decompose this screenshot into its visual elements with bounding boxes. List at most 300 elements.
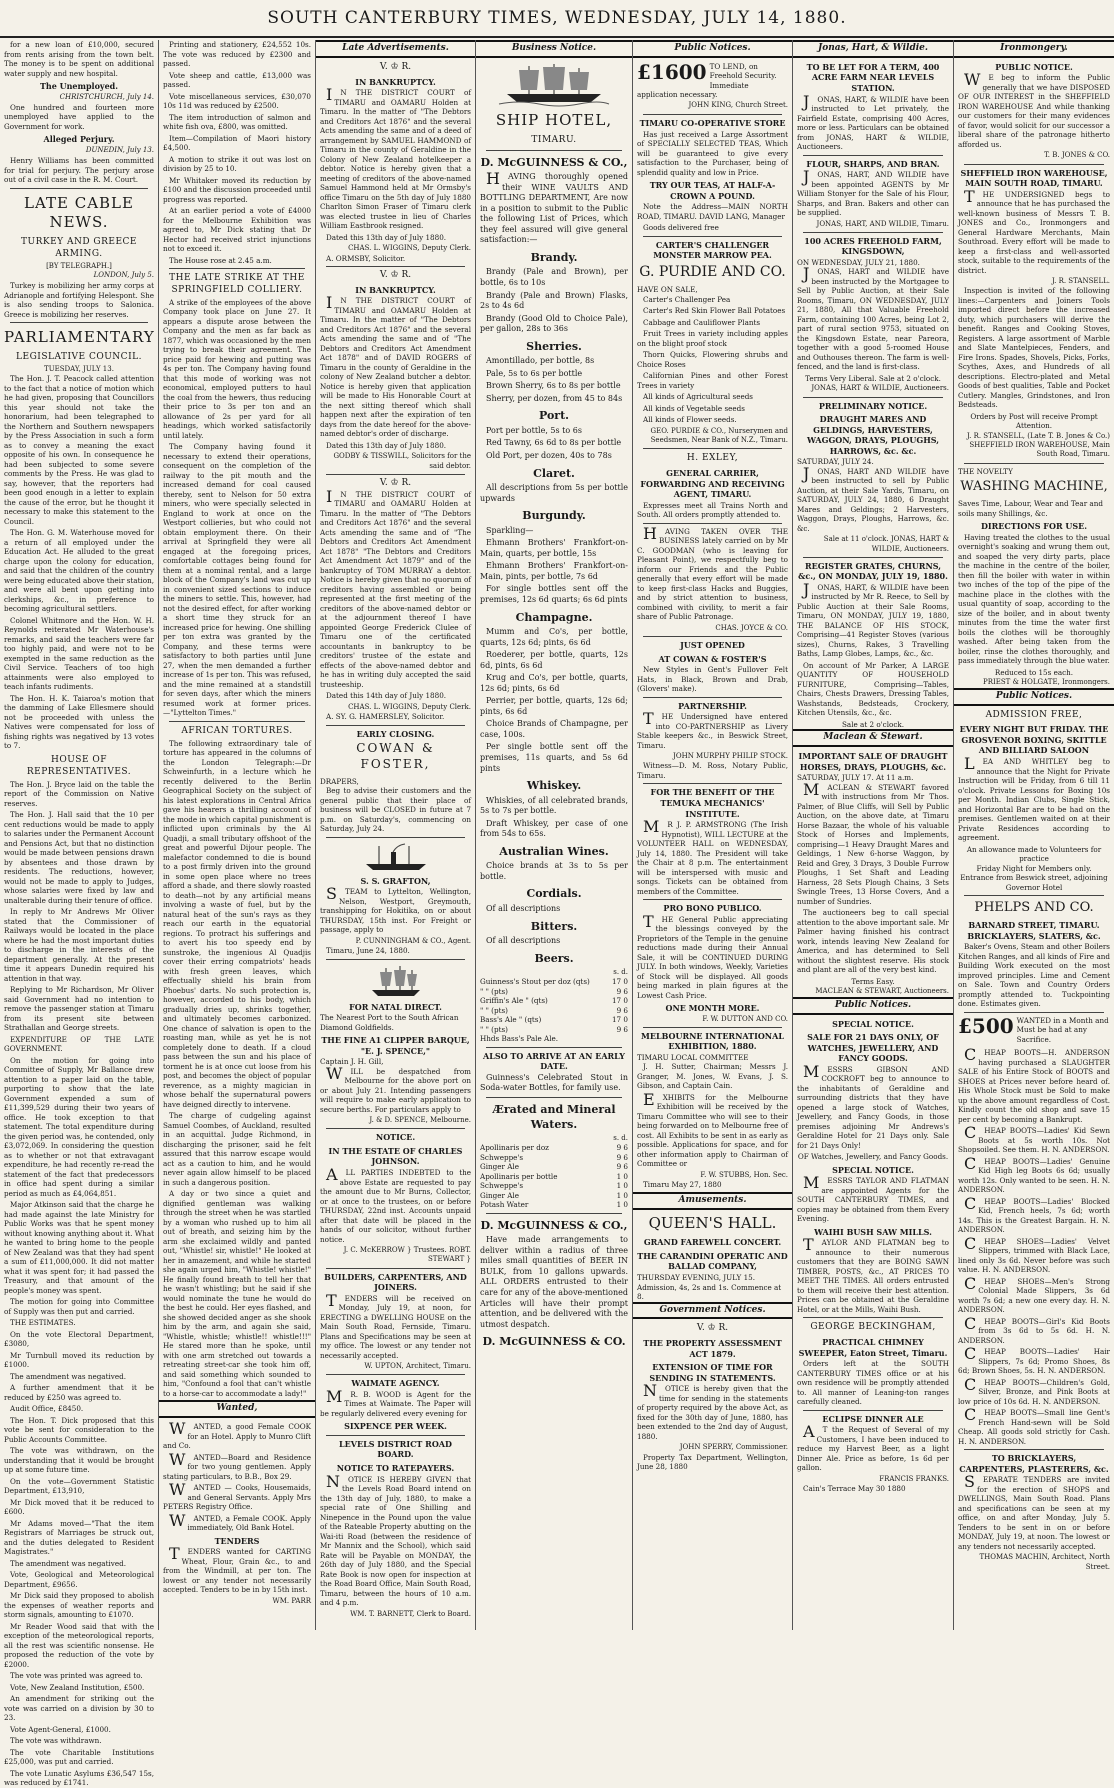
divider <box>326 1374 465 1375</box>
phelps-sub: BARNARD STREET, TIMARU. BRICKLAYERS, SLATERS, &c. <box>967 920 1101 941</box>
divider <box>803 155 943 156</box>
price-line: Of all descriptions <box>486 903 561 913</box>
price-line: Per single bottle sent off the premises, 11s quarts, and 5s 6d pints <box>480 742 628 773</box>
wanted-ad: WANTED, a good Female COOK for an Hotel. Apply to Munro Clift and Co. <box>163 1419 311 1450</box>
house-paragraph: The vote Charitable Institutions £25,000, was put and carried. <box>4 1747 154 1767</box>
gibson-text: MESSRS GIBSON AND COCKROFT beg to announce to the inhabitants of Geraldine and surrounding districts that they have opened a large stock of Watches, Jewellery, and Fancy Goods, in those premises adjoining Mr Andrews's Geraldine Hotel for 21 Days only. Sale for 21 Days Only! <box>797 1061 949 1150</box>
house-paragraph: Mr Dick said they proposed to abolish the expenses of weather reports and storm signals, amounting to £1070. <box>4 1591 154 1620</box>
divider <box>486 1213 622 1214</box>
eclipse-place: Cain's Terrace May 30 1880 <box>803 1484 906 1494</box>
price-line: Ehmann Brothers' Frankfort-on-Main, quarts, per bottle, 15s <box>480 538 628 558</box>
phelps-name: PHELPS AND CO. <box>974 900 1094 916</box>
phelps-text: Baker's Ovens, Steam and other Boilers Kitchen Ranges, and all kinds of Fire and Building Work executed on the most improved principles. Lime and Cement on Sale. Town and Country Orders promptly attended to. Tuckpointing done. Estimates given. <box>958 942 1110 1009</box>
divider <box>326 837 465 838</box>
divider <box>964 895 1104 896</box>
wanted-amount: £500 <box>958 1013 1014 1038</box>
lea-entrance: Entrance from Beswick street, adjoining Governor Hotel <box>960 873 1108 892</box>
public-notice-heading: PUBLIC NOTICE. <box>995 61 1073 72</box>
price-item-name: Hhds Bass's Pale Ale. <box>480 1034 559 1044</box>
cable-news-heading: LATE CABLE NEWS. <box>24 193 134 232</box>
natal-ship: THE FINE A1 CLIPPER BARQUE, "E. J. SPENCE," <box>321 1035 470 1056</box>
mcguinness-sig: D. McGUINNESS & CO. <box>482 1335 626 1349</box>
price-line: Krug and Co's, per bottle, quarts, 12s 6d; pints, 6s 6d <box>480 673 628 693</box>
purdie-item: Cabbage and Cauliflower Plants <box>643 317 761 327</box>
benefit-text: MR J. P. ARMSTRONG (The Irish Hypnotist), WILL LECTURE at the VOLUNTEER HALL on WEDNESDAY, July 14, 1880. The President will take the Chair at 8 p.m. The entertainment will be interspersed with music and songs. Tickets can be obtained from members of the Committee. <box>637 817 788 896</box>
divider <box>803 1317 943 1318</box>
house-paragraph: In reply to Mr Andrews Mr Oliver stated that the Commissioner of Railways would be located in the place where he had the most important duties to discharge in the interests of the department generally. At the present time it appears Dunedin required his attention in that way. <box>4 907 154 983</box>
sheffield-sig: J. R. STANSELL. <box>1051 277 1110 286</box>
maclean-text: MACLEAN & STEWART favored with instructions from Mr Thos. Palmer, of Blue Cliffs, will Sell by Public Auction, on the above date, at Timaru Horse Bazaar, the whole of his valuable Stock of Horses and Implements, comprising—1 Heavy Draught Mares and Geldings, 1 New 6-horse Waggon, by Reid and Grey, 3 Drays, 3 Double Furrow Ploughs, 1 Set Shaft and Leading Harness, 28 Sets Plough Chains, 3 Sets Swingle Trees, 13 Horse Covers, And a number of Sundries. <box>797 779 949 906</box>
price-line: All descriptions from 5s per bottle upwards <box>480 483 628 503</box>
house-paragraph: The motion for going into Committee of Supply was then put and carried. <box>4 1297 154 1316</box>
price-line: Whiskies, of all celebrated brands, 5s to 7s per bottle. <box>480 795 628 816</box>
divider <box>486 1097 622 1098</box>
acres-terms: Terms Very Liberal. Sale at 2 o'clock. <box>805 373 941 383</box>
loan-ad <box>637 59 788 110</box>
acres-sig: JONAS, HART & WILDIE, Auctioneers. <box>811 384 949 393</box>
beckingham-name: GEORGE BECKINGHAM, <box>810 1322 936 1333</box>
price-item-name: Ginger Ale <box>480 1190 519 1200</box>
price-line: Sparkling— <box>486 525 534 535</box>
price-item-value: 9 6 <box>616 1024 628 1034</box>
queens-hall-date: THURSDAY EVENING, JULY 15. <box>637 1273 756 1283</box>
waihi-heading: WAIHI BUSH SAW MILLS. <box>814 1226 932 1237</box>
divider <box>964 1449 1104 1450</box>
wanted-ad: WANTED — Cooks, Housemaids, and General Servants. Apply Mrs PETERS Registry Office. <box>163 1480 311 1511</box>
column-business-notice <box>476 40 633 1630</box>
amusements-banner: Amusements. <box>633 1192 792 1210</box>
house-paragraph: Major Atkinson said that the charge he had made against the late Ministry for Public Works was that he spent money without knowing anything about it. What he wanted to bring home to the people of New Zealand was that they had spent a sum of £11,000,000. It did not matter what it was spent for; it had passed the Treasury, and that amount of the people's money was spent. <box>4 1200 154 1295</box>
divider <box>803 557 943 558</box>
house-paragraph: The vote Lunatic Asylums £36,547 15s, was reduced by £1741. <box>4 1768 154 1788</box>
purdie-item: Californian Pines and other Forest Trees in variety <box>637 371 788 390</box>
bankruptcy-notice-3: IN THE DISTRICT COURT of TIMARU and OAMARU Holden at Timaru. In the matter of "The Debtors and Creditors Act 1876" and the several Acts amending the same and of "The Debtors and Creditors Act Amendment Act 1878" "The Debtors and Creditors Act Amendment Act 1879" and of the bankruptcy of TOM MURRAY a debtor. Notice is hereby given that no quorum of creditors having assembled or being represented at the first meeting of the creditors of the above-named debtor or at the adjournment thereof I have appointed George Frederick Clulee of Timaru one of the certificated accountants in bankruptcy to be creditors' trustee of the estate and effects of the above-named debtor and he has in writing duly accepted the said trusteeship. <box>320 486 471 689</box>
flour-heading: FLOUR, SHARPS, AND BRAN. <box>806 158 940 169</box>
orders-text: Orders by Post will receive Prompt Attention. <box>970 411 1098 431</box>
estimates-paragraph: At an earlier period a vote of £4000 for the Melbourne Exhibition was agreed to, Mr Dick stating that Dr Hector had received strict injunctions not to exceed it. <box>163 206 311 253</box>
price-item-name: Guinness's Stout per doz (qts) <box>480 977 590 987</box>
perjury-heading: Alleged Perjury. <box>43 134 115 145</box>
mcguinness-firm-2: D. McGUINNESS & CO., <box>480 1218 628 1232</box>
waimate-text: MR. B. WOOD is Agent for the Times at Waimate. The Paper will be regularly delivered every evening for <box>320 1386 471 1418</box>
divider <box>643 636 782 637</box>
perjury-text: Henry Williams has been committed for trial for perjury. The perjury arose out of a civil case in the R. M. Court. <box>4 156 154 185</box>
price-row <box>480 1143 628 1153</box>
price-line: Choice Brands of Champagne, per case, 100s. <box>480 719 628 739</box>
joyce-text: HAVING TAKEN OVER THE BUSINESS lately carried on by Mr C. GOODMAN (who is leaving for Pleasant Point), we respectfully beg to inform our Friends and the Public generally that every effort will be made to keep first-class Hacks and Buggies, and by strict attention to business, combined with civility, to merit a fair share of Public Patronage. <box>637 523 788 622</box>
exley-text: Expresses meet all Trains North and South. All orders promptly attended to. <box>637 500 788 520</box>
council-paragraph: The Hon. J. T. Peacock called attention to the fact that a notice of motion which he had given, proposing that Councillors this year should not take the honorarium, had been telegraphed to the Northern and Southern newspapers by the Press Association in such a form as to convey a meaning the exact opposite of his own. In consequence he had been subjected to some severe comments by the Press. He was glad to say, however, that the reporters had been good enough in a letter to explain the cause of the error, but he thought it necessary to make this statement to the Council. <box>4 374 154 526</box>
grates-text: JONAS, HART, & WILDIE have been instructed by Mr R. Reece, to Sell by Public Auction at their Sale Rooms, Timaru, ON MONDAY, JULY 19, 1880, THE BALANCE OF HIS STOCK, Comprising—41 Register Stoves (various sizes), Churns, Rakes, 3 Travelling Baths, Lamp Globes, Lamps, &c., &c. <box>797 579 949 659</box>
cable-text: Turkey is mobilizing her army corps at Adrianople and fortifying Helespont. She is also sending troops to Salonica. Greece is mobilizing her reserves. <box>4 281 154 319</box>
house-paragraph: The Hon. J. Bryce laid on the table the report of the Commission on Native reserves. <box>4 779 154 808</box>
house-paragraph: Mr Adams moved—"That the item Registrars of Marriages be struck out, and the duties delegated to Resident Magistrates." <box>4 1518 154 1557</box>
price-item-name: Schweppe's <box>480 1152 524 1162</box>
levels-text: NOTICE IS HEREBY GIVEN that the Levels Road Board intend on the 13th day of July, 1880, to make a special rate of One Shilling and Ninepence in the Pound upon the value of the Rateable Property abutting on the Wai-iti Road (between the residence of Mr Mannix and the School), which said Rate will be Payable on MONDAY, the 26th day of July 1880, and the Special Rate Book is now open for inspection at the Road Board Office, Main South Road, Timaru, between the hours of 10 a.m. and 4 p.m. <box>320 1471 471 1608</box>
coop-text: Has just received a Large Assortment of SPECIALLY SELECTED TEAS, Which will be guaranteed to give every satisfaction to the Purchaser, being of splendid quality and low in Price. <box>637 129 788 177</box>
tenders-heading: TENDERS <box>214 1535 260 1546</box>
reduced-price: Reduced to 15s each. <box>994 667 1074 677</box>
price-row <box>480 977 628 987</box>
purdie-name: G. PURDIE AND CO. <box>639 263 786 280</box>
house-paragraph: EXPENDITURE OF THE LATE GOVERNMENT. <box>4 1034 154 1054</box>
price-row <box>480 1181 628 1191</box>
lease-text: JONAS, HART, & WILDIE have been instructed to Let privately, the Fairfield Estate, comprising 400 Acres, more or less. Particulars can be obtained from JONAS, HART & WILDIE, Auctioneers. <box>797 91 949 152</box>
exhibition-members: J. H. Sutter, Chairman; Messrs J. Granger, M. Jones, W. Evans, J. S. Gibson, and Captain Cain. <box>637 1062 788 1091</box>
estate-text: ALL PARTIES INDEBTED to the above Estate are requested to pay the amount due to Mr Burns, Collector, or at once to the trustees, on or before THURSDAY, 22nd inst. Accounts unpaid after that date will be placed in the hands of our solicitor, without further notice. <box>320 1165 471 1244</box>
price-row <box>480 1172 628 1182</box>
estimates-paragraph: Vote miscellaneous services, £30,070 10s 11d was reduced by £2500. <box>163 91 311 110</box>
divider <box>964 1012 1104 1013</box>
grafton-text: STEAM to Lyttelton, Wellington, Nelson, Westport, Greymouth, transhipping for Hokitika, on or about THURSDAY, 15th inst. For Freight or passage, apply to <box>320 884 471 935</box>
price-row <box>480 987 628 997</box>
grafton-sig: P. CUNNINGHAM & CO., Agent. <box>355 936 471 945</box>
early-closing-heading: EARLY CLOSING. <box>356 728 435 739</box>
unemployed-text: One hundred and fourteen more unemployed have applied to the Government for work. <box>4 102 154 131</box>
bricklayers-text: SEPARATE TENDERS are invited for the erection of SHOPS and DWELLINGS, Main South Road. Plans and specifications can be seen at my office, on and after Monday, July 5. Tenders to be sent in on or before MONDAY, July 19, at noon. The lowest or any tenders not necessarily accepted. <box>958 1472 1110 1551</box>
price-item-name: Schweppe's <box>480 1181 524 1191</box>
price-item-value: 1 0 <box>616 1171 628 1181</box>
price-item-name: Ginger Ale <box>480 1162 519 1172</box>
house-paragraph: Vote Agent-General, £1000. <box>10 1724 111 1734</box>
estimates-paragraph: Mr Whitaker moved its reduction by £100 and the discussion proceeded until progress was reported. <box>163 175 311 204</box>
waimate-heading: WAIMATE AGENCY. <box>351 1378 440 1389</box>
strike-paragraph: A strike of the employees of the above Company took place on June 27. It appears a dispute arose between the Company and the men as far back as 1877, which was occasioned by the men trying to break their agreement. The price paid for hewing and putting was 4s per ton. The Company having found that this mode of working was not economical, employed putters to haul the coal from the hewers, thus reducing their price to 3s per ton and an allowance of 2s per yard for all headings, which worked satisfactorily until lately. <box>163 297 311 440</box>
estimates-paragraph: Vote sheep and cattle, £13,000 was passed. <box>163 70 311 89</box>
natal-captain: Captain J. H. Gill, <box>320 1057 384 1067</box>
natal-sig: J. & D. SPENCE, Melbourne. <box>369 1116 471 1125</box>
aerated-heading: Ærated and Mineral Waters. <box>492 1103 616 1131</box>
estate-sig: J. C. McKERROW } Trustees. ROBT. STEWART } <box>343 1246 471 1264</box>
beers-price-list <box>480 977 628 1044</box>
column-ironmongery <box>954 40 1114 1630</box>
strike-paragraph: The Company having found it necessary to extend their operations, consequent on the completion of the railway to the pit mouth and the increased demand for coal caused thereby, sent to Nelson for 50 extra miners, who were specially selected in England to work at once on the Westport collieries, but who could not obtain employment there. On their arrival at Springfield they were all engaged at the foregoing prices, comfortable cottages being found for them at a nominal rental, and a large block of the Company's land was cut up in convenient sized sections to induce the miners to settle. This, however, had not the desired effect, for after working a short time they struck for an increased price for hewing. One shilling per ton extra was granted by the Company, and these terms were satisfactory to both parties until June 27, when the men demanded a further increase of 1s per ton. This was refused, and the mine remained at a standstill for seven days, after which the miners resumed work at former prices.—"Lyttelton Times." <box>163 442 311 718</box>
price-item-name: " " (pts) <box>480 1024 508 1034</box>
bankruptcy-heading: IN BANKRUPTCY. <box>355 76 436 87</box>
african-tortures-heading: AFRICAN TORTURES. <box>181 725 293 736</box>
ironmongery-banner: Ironmongery. <box>954 40 1114 58</box>
opened-text: New Styles in Gent's Fullover Felt Hats, in Black, Brown and Drab, (Glovers' make). <box>637 665 788 694</box>
cheap-boots-ad: CHEAP BOOTS—Small line Gent's French Hand-sewn will be Sold Cheap. All goods sold strictly for Cash. H. N. ANDERSON. <box>958 1405 1110 1446</box>
divider <box>326 959 465 960</box>
column-auctioneers <box>793 40 954 1630</box>
bankruptcy-3-solicitor: A. SY. G. HAMERSLEY, Solicitor. <box>326 712 445 722</box>
novelty-heading: THE NOVELTY <box>958 466 1013 476</box>
price-line: Brandy (Good Old to Choice Pale), per gallon, 28s to 36s <box>480 313 628 334</box>
house-paragraph: On the vote—Government Statistic Department, £13,910, <box>4 1476 154 1496</box>
bono-sub: ONE MONTH MORE. <box>665 1003 760 1014</box>
divider <box>10 322 148 323</box>
partnership-sig: JOHN MURPHY PHILIP STOCK. <box>673 752 788 761</box>
divider <box>10 188 148 189</box>
house-paragraph: An amendment for striking out the vote was carried on a division by 30 to 23. <box>4 1694 154 1723</box>
price-section-heading: Bitters. <box>530 919 578 933</box>
bankruptcy-3-date: Dated this 14th day of July 1880. <box>326 691 447 701</box>
price-section-heading: Brandy. <box>530 250 578 264</box>
maclean-sig: MACLEAN & STEWART, Auctioneers. <box>815 987 949 996</box>
prelim-text: JONAS, HART AND WILDIE have been instructed to sell by Public Auction, at their Sale Yards, Timaru, on SATURDAY, JULY 24, 1880, 6 Draught Mares and Geldings; 2 Harvesters, Waggon, Drays, Ploughs, Harrows, &c. &c. <box>797 463 949 533</box>
lease-heading: TO BE LET FOR A TERM, 400 ACRE FARM NEAR LEVELS STATION. <box>806 61 940 93</box>
purdie-sig: GEO. PURDIE & CO., Nurserymen and Seedsmen, Near Bank of N.Z., Timaru. <box>650 426 788 445</box>
steamship-icon <box>361 842 431 872</box>
special-notice-sub: SALE FOR 21 DAYS ONLY, OF WATCHES, JEWELLERY, AND FANCY GOODS. <box>807 1032 939 1064</box>
masthead-rule <box>0 36 1114 38</box>
house-paragraph: On the motion for going into Committee of Supply, Mr Ballance drew attention to a paper laid on the table, purporting to show that the late Government expended a sum of £11,399,529 during their two years of office. He took exception to that statement. The total expenditure during the given period was, he contended, only £3,072,069. In considering the question as to whether or not that extravagant expenditure, he had recently re-read the statement of the fact that predecessors in office had spent during a similar period as much as £4,064,851. <box>4 1055 154 1198</box>
builders-text: TENDERS will be received on Monday, July 19, at noon, for ERECTING a DWELLING HOUSE on the Main South Road, Fernside, Timaru. Plans and Specifications may be seen at my office. The lowest or any tender not necessarily accepted. <box>320 1290 471 1360</box>
house-paragraph: The Hon. T. Dick proposed that this vote be sent for consideration to the Public Accounts Committee. <box>4 1415 154 1444</box>
house-paragraph: Vote, New Zealand Institution, £500. <box>10 1682 145 1692</box>
price-line: Old Port, per dozen, 40s to 78s <box>486 451 612 460</box>
price-row <box>480 1191 628 1201</box>
price-row <box>480 996 628 1006</box>
price-line: Choice brands at 3s to 5s per bottle. <box>480 861 628 881</box>
public-notices-banner-2: Public Notices. <box>793 997 953 1015</box>
partnership-heading: PARTNERSHIP. <box>678 700 747 711</box>
royal-crest-icon: V. ♔ R. <box>379 477 412 488</box>
price-item-value: 9 6 <box>616 1143 628 1153</box>
inspection-text: Inspection is invited of the following lines:—Carpenters and Joiners Tools imported direct before the increased duty, which purchasers will derive the benefit. Ranges and Cooking Stoves, Registers. A large assortment of Marble and Slate Mantelpieces, Fenders, and Fire Irons. Spades, Shovels, Picks, Forks, Scythes, Axes, and Hundreds of all descriptions. Electro-plated and Metal Goods of best qualities, Table and Pocket Cutlery. Mangles, Grindstones, and Iron Bedsteads. <box>958 286 1110 410</box>
exhibition-text: EXHIBITS for the Melbourne Exhibition will be received by the Timaru Committee who will see to their being forwarded on to Melbourne free of cost. All Exhibits to be sent in as early as possible. Applications for space, and for other information apply to Chairman of Committee or <box>637 1089 788 1169</box>
estimates-continued <box>163 40 311 265</box>
house-paragraph: The vote was withdrawn, on the understanding that it would be brought up at some future time. <box>4 1446 154 1475</box>
waimate-price: SIXPENCE PER WEEK. <box>344 1421 447 1432</box>
price-row <box>480 1200 628 1210</box>
bricklayers-sig: THOMAS MACHIN, Architect, North Street. <box>979 1553 1110 1571</box>
cowan-foster-sub: DRAPERS, <box>320 776 359 786</box>
lea-allowance: An allowance made to Volunteers for practice <box>966 844 1102 864</box>
purdie-item: All kinds of Flower seeds. <box>643 415 737 425</box>
price-line: Brandy (Pale and Brown), per bottle, 6s to 10s <box>480 267 628 287</box>
exley-sub: GENERAL CARRIER, FORWARDING AND RECEIVING AGENT, TIMARU. <box>640 468 785 500</box>
sailing-ship-icon <box>366 964 426 998</box>
newspaper-columns <box>0 40 1114 1788</box>
exley-name: H. EXLEY, <box>686 453 739 464</box>
price-line: Brown Sherry, 6s to 8s per bottle <box>486 381 621 391</box>
stansell-sig: J. R. STANSELL, (Late T. B. Jones & Co.) SHEFFIELD IRON WAREHOUSE, Main South Road, Timaru. <box>966 431 1110 459</box>
price-row <box>480 1025 628 1035</box>
parliamentary-heading: PARLIAMENTARY <box>4 328 155 347</box>
exhibition-date: Timaru May 27, 1880 <box>643 1180 722 1190</box>
strike-paragraphs <box>163 298 311 718</box>
price-section-heading: Australian Wines. <box>499 844 609 858</box>
house-paragraph: The vote was printed was agreed to. <box>10 1671 143 1681</box>
council-date: TUESDAY, JULY 13. <box>44 365 114 374</box>
maclean-note: The auctioneers beg to call special attention to the above important sale. Mr Palmer having finished his contract work, intends leaving New Zealand for America, and has determined to Sell without the slightest reserve. His stock and plant are all of the very best kind. <box>797 908 949 975</box>
house-paragraphs <box>4 780 154 1788</box>
price-section-heading: Claret. <box>533 466 575 480</box>
price-item-value: 17 0 <box>611 1015 628 1025</box>
price-item-name: Potash Water <box>480 1200 529 1210</box>
divider <box>326 1435 465 1436</box>
price-line: Mumm and Co's, per bottle, quarts, 12s 6d; pints, 6s 6d <box>480 627 628 647</box>
unemployed-dateline: CHRISTCHURCH, July 14. <box>59 92 154 101</box>
price-item-value: 9 6 <box>616 986 628 996</box>
opened-heading: JUST OPENED <box>680 640 745 651</box>
divider <box>326 474 465 475</box>
cheap-boots-ad: CHEAP SHOES—Men's Strong Colonial Made Slippers, 3s 6d worth 7s 6d; a new one every day. H. N. ANDERSON. <box>958 1273 1110 1315</box>
bankruptcy-heading: IN BANKRUPTCY. <box>355 284 436 295</box>
price-row <box>480 1006 628 1016</box>
admission-sub: EVERY NIGHT BUT FRIDAY. THE GROSVENOR BOXING, SKITTLE AND BILLIARD SALOON <box>959 724 1109 756</box>
tenders-signature: WM. PARR <box>272 1596 311 1605</box>
house-paragraph: On the vote Electoral Department, £3080, <box>4 1329 154 1349</box>
council-paragraph: Colonel Whitmore and the Hon. W. H. Reynolds reiterated Mr Waterhouse's remarks, and said the teachers were far too highly paid, and were not to be exempted in the same reduction as the Civil Service. Teachers of too high attainments were also employed to teach infants rudiments. <box>4 615 154 692</box>
bankruptcy-2-sig: GODBY & TISSWILL, Solicitors for the said debtor. <box>333 452 471 470</box>
assessment-sub: EXTENSION OF TIME FOR SENDING IN STATEMENTS. <box>649 1362 776 1383</box>
price-item-value: 17 0 <box>611 996 628 1006</box>
bricklayers-heading: TO BRICKLAYERS, CARPENTERS, PLASTERERS, &c. <box>959 1453 1109 1474</box>
flour-sig: JONAS, HART, AND WILDIE, Timaru. <box>816 219 949 228</box>
divider <box>643 1027 782 1028</box>
public-notice-sig: T. B. JONES & CO. <box>1044 151 1110 160</box>
column-news-2 <box>159 40 316 1630</box>
waihi-text: TAYLOR AND FLATMAN beg to announce to their numerous customers that they are BOING SAWN TIMBER, POSTS, &c., AT PRICES TO MEET THE TIMES. All orders entrusted to them will receive their best attention. Prices can be obtained at the Geraldine Hotel, or at the Mills, Waihi Bush. <box>797 1235 949 1314</box>
eclipse-heading: ECLIPSE DINNER ALE <box>822 1413 924 1424</box>
eclipse-sig: FRANCIS FRANKS. <box>879 1474 949 1483</box>
cheap-boots-ad: CHEAP BOOTS—Ladies' Kid Sewn Boots at 5s worth 10s. Not Shopsoiled. See them. H. N. ANDERSON. <box>958 1123 1110 1155</box>
lea-friday: Friday Night for Members only. <box>976 863 1092 873</box>
beers-heading: Beers. <box>534 951 574 965</box>
royal-crest-icon: V. ♔ R. <box>379 61 412 72</box>
sheffield-heading: SHEFFIELD IRON WAREHOUSE, MAIN SOUTH ROAD, TIMARU. <box>960 167 1108 189</box>
price-section-heading: Whiskey. <box>526 779 582 793</box>
column-late-ads <box>316 40 476 1630</box>
price-row <box>480 1034 628 1044</box>
directions-text: Having treated the clothes to the usual overnight's soaking and wrung them out, and soaped the very dirty parts, place the machine in the centre of the boiler, then fill the boiler with water in within two inches of the top of the pipe of the machine place in the clothes with the usual quantity of soap, according to the size of the boiler, and in about twenty minutes from the time the water first boils the clothes will be thoroughly washed. After being taken from the boiler, rinse the clothes thoroughly, and pass immediately through the blue water. <box>958 532 1110 666</box>
sailing-ship-icon <box>499 62 609 106</box>
column-public-notices <box>633 40 793 1630</box>
tenders-text: TENDERS wanted for CARTING Wheat, Flour, Grain &c., to and from the Windmill, at per ton. The lowest or any tender not necessarily accepted. Tenders to be in by 15th inst. <box>163 1544 311 1595</box>
purdie-item: All kinds of Agricultural seeds <box>643 392 753 402</box>
levels-sub: NOTICE TO RATEPAYERS. <box>336 1463 455 1474</box>
levels-sig: WM. T. BARNETT, Clerk to Board. <box>350 1609 471 1618</box>
ship-hotel-town: TIMARU. <box>531 134 577 145</box>
african-paragraph: The following extraordinary tale of torture has appeared in the columns of the London Telegraph:—Dr Schweinfurth, in a lecture which he recently delivered to the Berlin Geographical Society on the subject of his latest explorations in Central Africa gave his hearers a thrilling account of the mode in which capital punishment is inflicted upon criminals by the Al Quadji, a small tributary offshoot of the great and powerful Dijour people. The malefactor condemned to die is bound to a post firmly driven into the ground in some open place where no trees afford a shade, and there slowly roasted to death—not by any artificial means involving a waste of fuel, but by the natural heat of the sun's rays as they reach our earth in the equatorial regions. To protract his sufferings and to avert his too speedy end by sunstroke, the ingenious Al Quadjis cover their erring compatriots' heads with fresh green leaves, which effectually shield his brain from Phoebus' darts. No such protection is, however, accorded to his body, which gradually dries up, shrinks together, and ultimately becomes carbonized. One chance of salvation is open to the roasting man, while as yet he is not completely done to death. If a cloud pass between the sun and his place of torment he is at once cut loose from his post, and becomes the object of popular reverence, as a mighty magician in whose behalf the supernatural powers have deigned directly to intervene. <box>163 738 311 1109</box>
african-paragraph: A day or two since a quiet and dignified gentleman was walking through the street when he was startled by a woman who rushed up to him all out of breath, and seizing him by the arm she exclaimed wildly and panted out, "Whistle! sir, whistle!" He looked at her in amazement, and while he started she again urged him, "Whistle! whistle!" He finally found breath to tell her that he wasn't whistling; but he said if she would nominate the tune he would do the best he could. Her eyes flashed, and she showed decided anger as she shook him by the arm, and again she said, "Whistle, whistle; whistle!! whistle!!!" He stared more than he spoke, until with one arm stretched out towards a retreating street-car she took him off, and said something which sounded to him, "Confound a fool that can't whistle to a horse-car to accommodate a lady!" <box>163 1189 311 1398</box>
price-line: Sherry, per dozen, from 45 to 84s <box>486 393 623 403</box>
african-paragraphs <box>163 739 311 1399</box>
masthead <box>0 0 1114 36</box>
price-item-name: " " (pts) <box>480 1005 508 1015</box>
public-notices-banner: Public Notices. <box>633 40 792 58</box>
anderson-wanted-ad <box>958 1013 1110 1045</box>
mcguinness-intro: HAVING thoroughly opened their WINE VAULTS AND BOTTLING DEPARTMENT, Are now in a position to submit to the Public the following List of Prices, which they feel assured will give general satisfaction:— <box>480 169 628 245</box>
grates-sub: On account of Mr Parker, A LARGE QUANTITY OF HOUSEHOLD FURNITURE, Comprising—Tables, Chairs, Chests Drawers, Dressing Tables, Washstands, Bedsteads, Crockery, Kitchen Utensils, &c., &c. <box>797 660 949 718</box>
price-item-name: Apollinaris per doz <box>480 1143 549 1153</box>
estate-heading: NOTICE. <box>375 1132 416 1143</box>
estate-sub: IN THE ESTATE OF CHARLES JOHNSON. <box>328 1145 463 1167</box>
estimates-paragraph: Printing and stationery, £24,552 10s. The vote was reduced by £2300 and passed. <box>163 40 311 68</box>
price-section-heading: Burgundy. <box>522 509 586 523</box>
beers-unit: s. d. <box>613 968 628 977</box>
divider <box>803 397 943 398</box>
wine-price-list <box>480 251 628 947</box>
house-heading: HOUSE OF REPRESENTATIVES. <box>26 754 132 777</box>
purdie-sub: HAVE ON SALE, <box>637 285 698 295</box>
price-section-heading: Cordials. <box>526 887 582 901</box>
wanted-ad: WANTED, a Female COOK. Apply immediately, Old Bank Hotel. <box>169 1510 311 1532</box>
divider <box>643 899 782 900</box>
price-line: Brandy (Pale and Brown) Flasks, 2s to 4s 6d <box>480 290 628 311</box>
carter-heading: CARTER'S CHALLENGER MONSTER MARROW PEA. <box>653 239 772 261</box>
maclean-date: SATURDAY, JULY 17. At 11 a.m. <box>797 773 914 783</box>
bankruptcy-notice-1: IN THE DISTRICT COURT of TIMARU and OAMARU Holden at Timaru. In the matter of "The Debtors and Creditors Act 1876" and the several Acts amending the same and of a deed of arrangement by SAMUEL HAMMOND of Timaru in the county of Geraldine in the Colony of New Zealand hotelkeeper a debtor. Notice is hereby given that a meeting of creditors of the above-named Samuel Hammond held at Mr Ormsby's office Timaru on the 5th day of July 1880 Charlton Simon Fraser of Timaru clerk was elected trustee in lieu of Charles William Eastbrook resigned. <box>320 85 471 231</box>
queens-hall-sub: GRAND FAREWELL CONCERT. <box>643 1237 782 1248</box>
mcguinness-firm: D. McGUINNESS & CO., <box>480 155 628 169</box>
purdie-items <box>637 295 788 425</box>
bankruptcy-3-sig: CHAS. L. WIGGINS, Deputy Clerk. <box>348 702 471 711</box>
divider <box>964 164 1104 165</box>
purdie-item: All kinds of Vegetable seeds <box>643 403 745 413</box>
loan-amount: £1600 <box>637 59 707 84</box>
cheap-boots-ad: CHEAP BOOTS—Ladies' Genuine Kid High leg Boots 6s 6d; usually worth 12s. Only wanted to be seen. H. N. ANDERSON. <box>958 1153 1110 1195</box>
house-paragraph: The vote was withdrawn. <box>10 1736 102 1746</box>
natal-heading: FOR NATAL DIRECT. <box>349 1001 442 1012</box>
divider <box>643 236 782 237</box>
royal-crest-icon: V. ♔ R. <box>696 1323 729 1334</box>
price-line: Port per bottle, 5s to 6s <box>486 425 582 435</box>
bono-sig: F. W. DUTTON AND CO. <box>702 1014 788 1023</box>
wanted-banner: Wanted, <box>159 1400 315 1418</box>
prelim-sig: Sale at 11 o'clock. JONAS, HART & WILDIE, Auctioneers. <box>823 535 949 553</box>
natal-sub: The Nearest Port to the South African Diamond Goldfields. <box>320 1013 459 1032</box>
wanted-text: WANTED in a Month and Must be had at any Sacrifice. <box>1016 1015 1109 1044</box>
bankruptcy-1-date: Dated this 13th day of July 1880. <box>326 232 447 242</box>
price-line: Ehmann Brothers' Frankfort-on-Main, pints, per bottle, 7s 6d <box>480 561 628 581</box>
cable-subheading: TURKEY AND GREECE ARMING. <box>21 237 137 260</box>
price-item-value: 9 6 <box>616 1162 628 1172</box>
divider <box>643 783 782 784</box>
gibson-special: SPECIAL NOTICE. <box>832 1164 914 1175</box>
business-notice-banner: Business Notice. <box>476 40 632 58</box>
jonas-hart-wildie-banner: Jonas, Hart, & Wildie. <box>793 40 953 58</box>
holgate-sig: PRIEST & HOLGATE, Ironmongers. <box>983 678 1110 687</box>
assessment-heading: THE PROPERTY ASSESSMENT ACT 1879. <box>643 1338 782 1359</box>
price-item-name: " " (pts) <box>480 986 508 996</box>
divider <box>326 1268 465 1269</box>
maclean-terms: Terms Easy. <box>851 976 895 986</box>
price-section-heading: Sherries. <box>526 339 582 353</box>
divider <box>643 697 782 698</box>
price-item-value: 9 6 <box>616 1005 628 1015</box>
purdie-item: Carter's Red Skin Flower Ball Potatoes <box>643 306 786 316</box>
assessment-text: NOTICE is hereby given that the time for sending in the statements of property required by the above Act, as fixed for the 30th day of June, 1880, has been extended to the 2nd day of August, 1880. <box>637 1381 788 1441</box>
price-row <box>480 1162 628 1172</box>
builders-sig: W. UPTON, Architect, Timaru. <box>364 1362 471 1371</box>
mcguinness-closing: Have made arrangements to deliver within a radius of three miles small quantities of BEER IN BULK, from 10 gallons upwards. ALL ORDERS entrusted to their care for any of the above-mentioned Articles will have their prompt attention, and be delivered with the utmost despatch. <box>480 1235 628 1329</box>
price-row <box>480 1015 628 1025</box>
price-line: For single bottles sent off the premises, 12s 6d quarts; 6s 6d pints <box>480 584 628 604</box>
assessment-sig: JOHN SPERRY, Commissioner. <box>679 1443 788 1452</box>
house-paragraph: The amendment was negatived. <box>10 1558 126 1568</box>
grates-sig: Sale at 2 o'clock. <box>842 719 904 729</box>
divider <box>486 1047 622 1048</box>
prelim-date: SATURDAY, JULY 24. <box>797 457 874 467</box>
ship-hotel-name: SHIP HOTEL, <box>495 110 613 129</box>
bankruptcy-1-sig: CHAS. L. WIGGINS, Deputy Clerk. <box>348 244 471 253</box>
house-paragraph: Mr Dick moved that it be reduced to £600. <box>4 1497 154 1517</box>
estimates-paragraph: The House rose at 2.45 a.m. <box>169 255 272 265</box>
column-news-1 <box>0 40 159 1788</box>
council-heading: LEGISLATIVE COUNCIL. <box>16 352 142 363</box>
coop-try: TRY OUR TEAS, AT HALF-A-CROWN A POUND. <box>649 180 776 201</box>
bankruptcy-notice-2: IN THE DISTRICT COURT of TIMARU and OAMARU Holden at Timaru. In the matter of "The Debtors and Creditors Act 1876" and the several Acts amending the same and of "The Debtors and Creditors Act Amendment Act 1878" and of DAVID ROGERS of Timaru in the county of Geraldine in the colony of New Zealand butcher a debtor. Notice is hereby given that application will be made to His Honorable Court at the next sitting thereof which shall happen next after the expiration of ten days from the date hereof for the above-named debtor's order of discharge. <box>320 293 471 439</box>
house-paragraph: A further amendment that it be reduced by £250 was agreed to. <box>4 1383 154 1402</box>
builders-heading: BUILDERS, CARPENTERS, AND JOINERS. <box>324 1271 467 1293</box>
sheffield-text: THE UNDERSIGNED begs to announce that he has purchased the well-known business of Messrs T. B. JONES and Co., Ironmongers and General Hardware Merchants, Main Southroad. Every effort will be made to keep a first-class and well-assorted stock, suitable to the requirements of the district. <box>958 186 1110 275</box>
bono-text: THE General Public appreciating the blessings conveyed by the Proprietors of the Temple in the genuine reductions made during their Annual Sale, it will be CONTINUED DURING JULY. In both windows, Weekly, Varieties of Stock will be displayed. All goods being marked in plain figures at the Lowest Cash Price. <box>637 911 788 1000</box>
bankruptcy-1-solicitor: A. ORMSBY, Solicitor. <box>326 253 406 263</box>
